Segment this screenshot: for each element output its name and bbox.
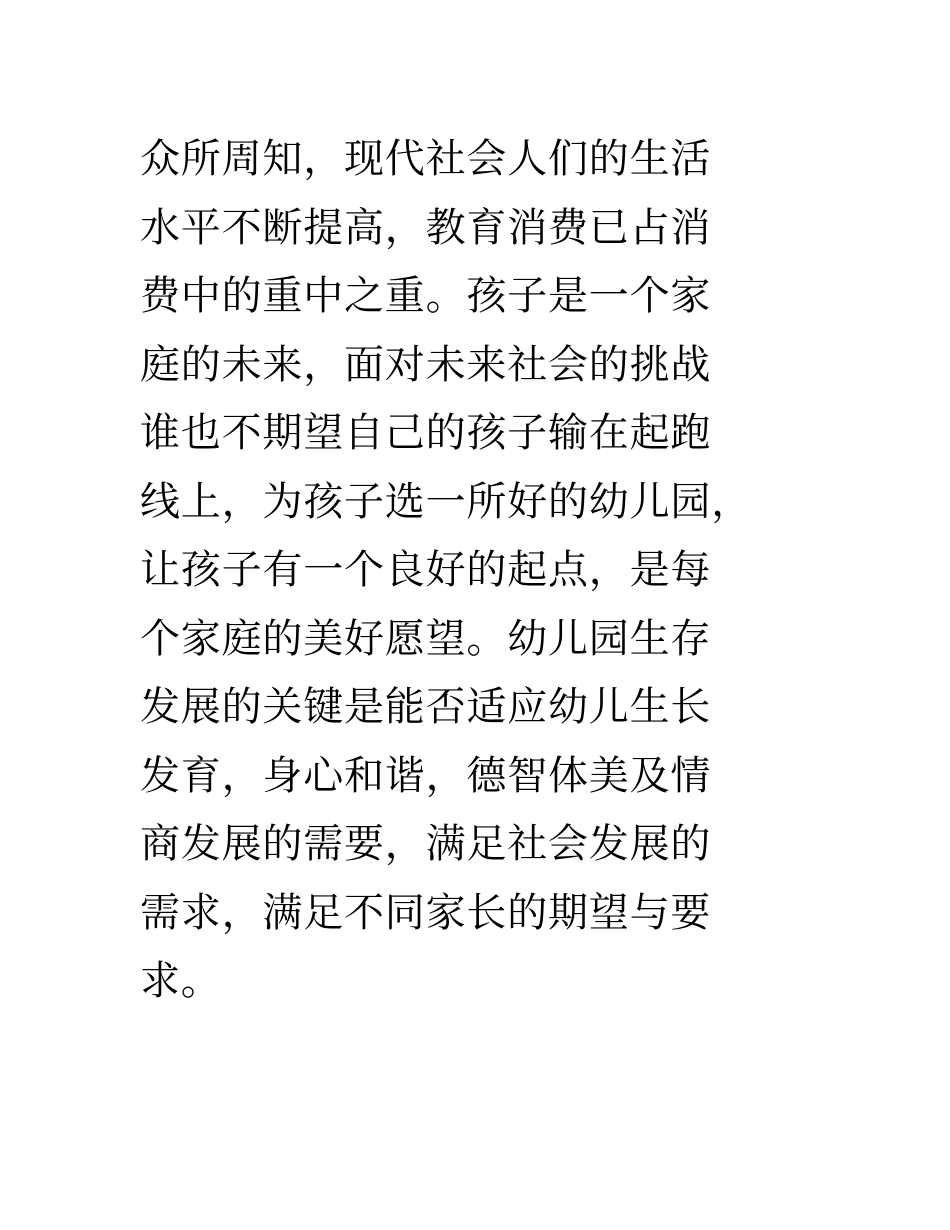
text-line: 众所周知，现代社会人们的生活 (140, 136, 712, 182)
text-line: 水平不断提高，教育消费已占消 (140, 204, 712, 251)
text-line: 发展的关键是能否适应幼儿生长 (140, 684, 712, 730)
text-line: 费中的重中之重。孩子是一个家 (140, 273, 712, 319)
text-line: 商发展的需要，满足社会发展的 (140, 821, 712, 867)
text-line: 谁也不期望自己的孩子输在起跑 (140, 410, 712, 456)
text-line: 让孩子有一个良好的起点，是每 (140, 547, 712, 593)
text-line: 线上，为孩子选一所好的幼儿园， (140, 478, 752, 525)
text-line: 求。 (140, 958, 222, 1004)
text-line: 个家庭的美好愿望。幼儿园生存 (140, 615, 712, 662)
text-line: 需求，满足不同家长的期望与要 (140, 889, 712, 936)
body-paragraph (140, 125, 840, 1016)
text-line: 庭的未来，面对未来社会的挑战 (140, 341, 712, 388)
text-line: 发育，身心和谐，德智体美及情 (140, 752, 712, 799)
